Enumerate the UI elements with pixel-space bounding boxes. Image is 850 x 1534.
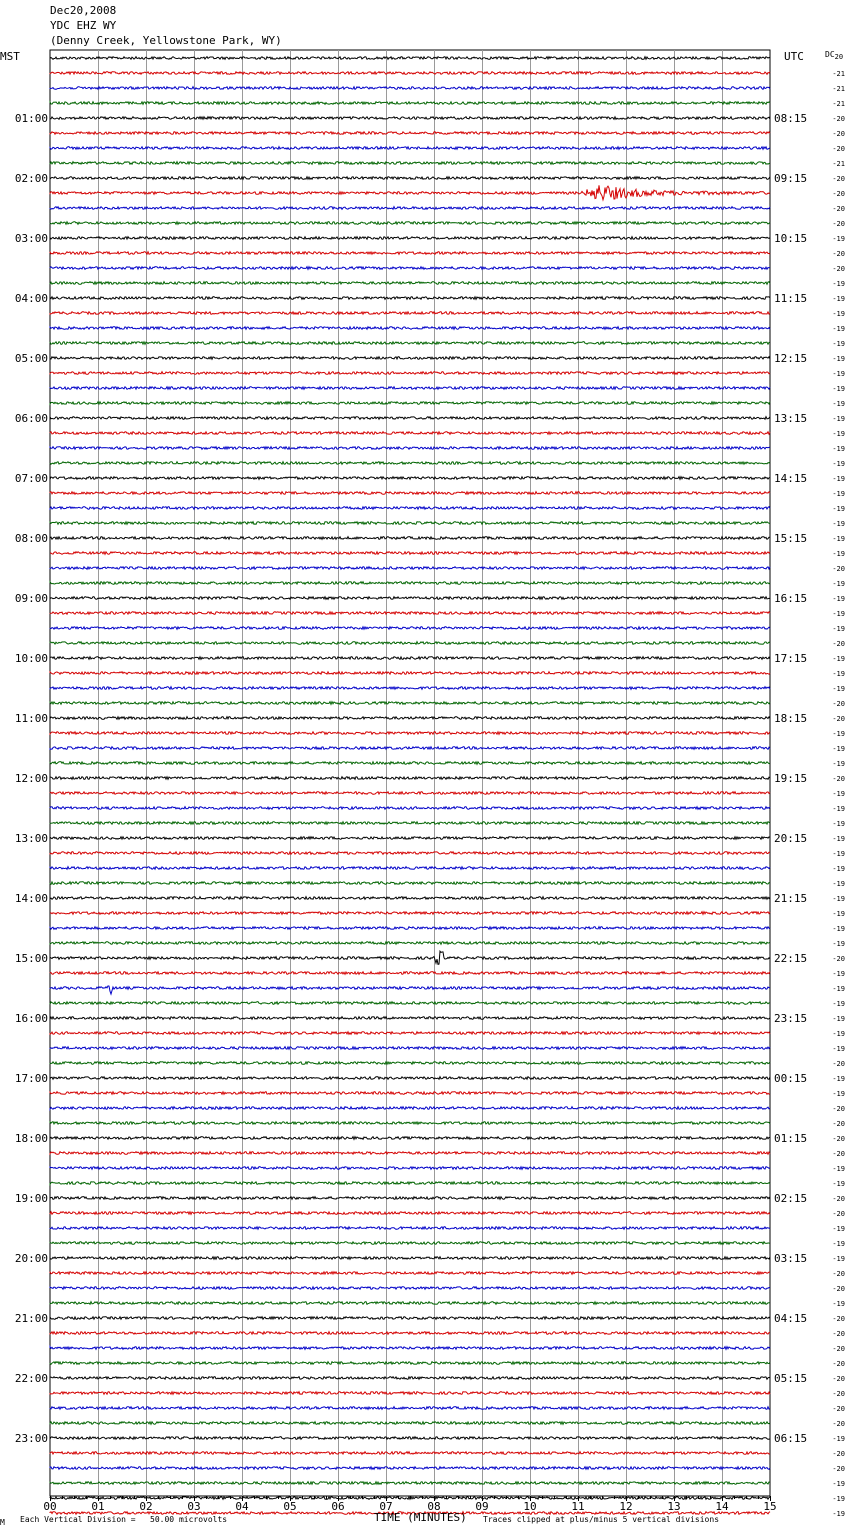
utc-label: 02:15 [774,1192,808,1205]
mst-label: 22:00 [14,1372,48,1385]
trace-row-14 [50,267,770,270]
trace-row-66 [50,1047,770,1050]
trace-row-30 [50,507,770,510]
dc-offset: -19 [832,520,845,528]
trace-row-22 [50,387,770,390]
x-tick-label: 00 [43,1500,57,1513]
trace-row-4 [50,117,770,120]
utc-label: 17:15 [774,652,808,665]
utc-label: 05:15 [774,1372,808,1385]
utc-label: 13:15 [774,412,808,425]
trace-row-48 [50,777,770,780]
dc-offset: -21 [832,160,845,168]
dc-offset: -19 [832,1510,845,1518]
dc-offset: -19 [832,730,845,738]
utc-label: 12:15 [774,352,808,365]
station-location: (Denny Creek, Yellowstone Park, WY) [50,34,282,47]
x-tick-label: 05 [283,1500,297,1513]
dc-offset: -19 [832,925,845,933]
trace-row-64 [50,1017,770,1020]
dc-offset: -19 [832,790,845,798]
dc-offset: -19 [832,880,845,888]
mst-label: 02:00 [14,172,48,185]
dc-offset: -19 [832,295,845,303]
dc-offset: -20 [832,205,845,213]
trace-row-1 [50,72,770,75]
left-axis-title: MST [0,50,20,63]
dc-offset: -19 [832,1045,845,1053]
trace-row-62 [50,986,770,994]
scale-note: Each Vertical Division = 50.00 microvolts [20,1515,228,1524]
trace-row-49 [50,792,770,795]
trace-row-72 [50,1137,770,1140]
trace-row-38 [50,627,770,630]
mst-label: 17:00 [14,1072,48,1085]
trace-row-21 [50,372,770,375]
dc-offset: -19 [832,580,845,588]
trace-row-46 [50,747,770,750]
x-tick-label: 03 [187,1500,201,1513]
trace-row-89 [50,1392,770,1395]
trace-row-19 [50,342,770,345]
mst-label: 18:00 [14,1132,48,1145]
utc-label: 10:15 [774,232,808,245]
trace-row-37 [50,612,770,615]
station-code: YDC EHZ WY [50,19,117,32]
dc-offset: -19 [832,835,845,843]
dc-offset: -20 [832,145,845,153]
mst-label: 19:00 [14,1192,48,1205]
dc-offset: -20 [832,1315,845,1323]
dc-offset: -19 [832,745,845,753]
trace-row-6 [50,147,770,150]
dc-offset: -19 [832,670,845,678]
trace-row-23 [50,402,770,405]
trace-row-29 [50,492,770,495]
dc-offset: -19 [832,895,845,903]
utc-label: 18:15 [774,712,808,725]
trace-row-68 [50,1077,770,1080]
dc-offset: -21 [832,100,845,108]
x-tick-label: 08 [427,1500,441,1513]
x-tick-label: 06 [331,1500,345,1513]
trace-row-32 [50,537,770,540]
mst-label: 21:00 [14,1312,48,1325]
trace-row-95 [50,1482,770,1485]
trace-row-3 [50,102,770,105]
clip-note: Traces clipped at plus/minus 5 vertical divisions [483,1515,720,1524]
x-tick-label: 09 [475,1500,489,1513]
dc-offset: -20 [832,265,845,273]
trace-row-74 [50,1167,770,1170]
dc-offset: -19 [832,1225,845,1233]
trace-row-13 [50,252,770,255]
dc-offset: -19 [832,910,845,918]
trace-row-58 [50,927,770,930]
dc-offset: -19 [832,415,845,423]
dc-offset: -19 [832,1435,845,1443]
x-tick-label: 10 [523,1500,537,1513]
dc-offset: -20 [832,1105,845,1113]
dc-offset: -20 [832,1060,845,1068]
dc-offset: -20 [832,1210,845,1218]
trace-row-16 [50,297,770,300]
trace-row-26 [50,447,770,450]
dc-offset: -20 [832,1405,845,1413]
x-tick-label: 15 [763,1500,777,1513]
mst-label: 23:00 [14,1432,48,1445]
utc-label: 11:15 [774,292,808,305]
dc-offset: -19 [832,1000,845,1008]
trace-row-39 [50,642,770,645]
mst-label: 05:00 [14,352,48,365]
dc-offset: -20 [832,1330,845,1338]
trace-row-31 [50,522,770,525]
trace-row-60 [50,951,770,964]
dc-offset: -20 [832,130,845,138]
mst-label: 07:00 [14,472,48,485]
trace-row-57 [50,912,770,915]
dc-offset: -19 [832,1480,845,1488]
dc-offset: -19 [832,850,845,858]
trace-row-90 [50,1407,770,1410]
dc-offset: -19 [832,490,845,498]
dc-offset: -19 [832,340,845,348]
dc-offset: -19 [832,280,845,288]
trace-row-11 [50,222,770,225]
x-tick-label: 14 [715,1500,729,1513]
x-axis-label: TIME (MINUTES) [374,1511,467,1524]
trace-row-17 [50,312,770,315]
dc-offset: -19 [832,370,845,378]
dc-offset: -19 [832,325,845,333]
trace-row-59 [50,942,770,945]
dc-offset: -20 [832,1195,845,1203]
trace-row-76 [50,1197,770,1200]
utc-label: 00:15 [774,1072,808,1085]
trace-row-77 [50,1212,770,1215]
trace-row-71 [50,1122,770,1125]
dc-offset: -19 [832,310,845,318]
trace-row-81 [50,1272,770,1275]
utc-label: 08:15 [774,112,808,125]
trace-row-84 [50,1317,770,1320]
dc-offset: -19 [832,655,845,663]
x-tick-label: 02 [139,1500,153,1513]
trace-row-9 [50,185,770,200]
dc-offset: -20 [832,190,845,198]
trace-row-45 [50,732,770,735]
trace-row-70 [50,1107,770,1110]
x-tick-label: 13 [667,1500,681,1513]
dc-offset: -20 [832,115,845,123]
dc-offset: -19 [832,820,845,828]
dc-offset: -20 [832,1360,845,1368]
trace-row-2 [50,87,770,90]
dc-offset: -19 [832,400,845,408]
utc-label: 19:15 [774,772,808,785]
utc-label: 23:15 [774,1012,808,1025]
mst-label: 08:00 [14,532,48,545]
utc-label: 22:15 [774,952,808,965]
trace-row-91 [50,1422,770,1425]
trace-row-44 [50,717,770,720]
trace-row-73 [50,1152,770,1155]
dc-offset: -19 [832,685,845,693]
trace-row-34 [50,567,770,570]
dc-offset: -19 [832,760,845,768]
trace-row-82 [50,1287,770,1290]
trace-row-15 [50,282,770,285]
trace-row-20 [50,357,770,360]
dc-offset: -19 [832,385,845,393]
trace-row-52 [50,837,770,840]
mst-label: 14:00 [14,892,48,905]
trace-row-86 [50,1347,770,1350]
mst-label: 10:00 [14,652,48,665]
dc-offset: -20 [832,220,845,228]
dc-offset: -20 [832,775,845,783]
utc-label: 16:15 [774,592,808,605]
dc-offset: -19 [832,505,845,513]
trace-row-65 [50,1032,770,1035]
trace-row-85 [50,1332,770,1335]
dc-offset: -19 [832,610,845,618]
trace-row-43 [50,702,770,705]
mst-label: 12:00 [14,772,48,785]
dc-offset: -20 [832,1150,845,1158]
mst-label: 06:00 [14,412,48,425]
dc-offset: -20 [832,1120,845,1128]
trace-row-50 [50,807,770,810]
dc-offset: -19 [832,1090,845,1098]
trace-row-80 [50,1257,770,1260]
dc-offset: -20 [832,1390,845,1398]
trace-row-33 [50,552,770,555]
trace-row-75 [50,1182,770,1185]
trace-row-40 [50,657,770,660]
trace-row-7 [50,162,770,165]
utc-label: 21:15 [774,892,808,905]
dc-offset: -19 [832,535,845,543]
trace-row-92 [50,1437,770,1440]
dc-offset: -19 [832,235,845,243]
trace-row-41 [50,672,770,675]
trace-row-47 [50,762,770,765]
trace-row-53 [50,852,770,855]
trace-row-55 [50,882,770,885]
trace-row-61 [50,972,770,975]
dc-offset: -19 [832,475,845,483]
dc-offset: -19 [832,970,845,978]
trace-row-35 [50,582,770,585]
utc-label: 01:15 [774,1132,808,1145]
trace-row-63 [50,1002,770,1005]
trace-row-24 [50,417,770,420]
trace-row-78 [50,1227,770,1230]
dc-offset: -20 [832,1135,845,1143]
dc-offset: -20 [832,1270,845,1278]
utc-label: 06:15 [774,1432,808,1445]
mst-label: 15:00 [14,952,48,965]
dc-offset: -19 [832,940,845,948]
dc-offset: -20 [832,565,845,573]
dc-offset: -19 [832,1255,845,1263]
utc-label: 20:15 [774,832,808,845]
dc-offset: -20 [832,175,845,183]
dc-offset: -20 [832,1420,845,1428]
dc-offset: -19 [832,1180,845,1188]
trace-row-69 [50,1092,770,1095]
mst-label: 16:00 [14,1012,48,1025]
trace-row-42 [50,687,770,690]
trace-row-8 [50,177,770,180]
trace-row-5 [50,132,770,135]
dc-offset: -19 [832,550,845,558]
dc-offset: -19 [832,430,845,438]
dc-label: DC [825,50,835,59]
trace-row-93 [50,1452,770,1455]
trace-row-54 [50,867,770,870]
trace-row-94 [50,1467,770,1470]
dc-offset: -19 [832,1015,845,1023]
trace-row-87 [50,1362,770,1365]
dc-offset: -19 [832,1165,845,1173]
dc-offset: -19 [832,1075,845,1083]
dc-offset: -19 [832,1495,845,1503]
trace-row-27 [50,462,770,465]
dc-offset: -20 [832,955,845,963]
x-tick-label: 11 [571,1500,585,1513]
dc-offset: -19 [832,625,845,633]
dc-offset: -19 [832,1030,845,1038]
x-tick-label: 07 [379,1500,393,1513]
trace-row-79 [50,1242,770,1245]
dc-offset: -21 [832,85,845,93]
dc-offset: -20 [832,700,845,708]
dc-offset: -19 [832,805,845,813]
corner-mark: M [0,1518,5,1527]
utc-label: 09:15 [774,172,808,185]
utc-label: 15:15 [774,532,808,545]
mst-label: 04:00 [14,292,48,305]
dc-offset: -20 [832,1375,845,1383]
trace-row-12 [50,237,770,240]
dc-offset: -20 [832,1285,845,1293]
x-tick-label: 01 [91,1500,105,1513]
trace-row-0 [50,57,770,60]
mst-label: 03:00 [14,232,48,245]
x-tick-label: 12 [619,1500,633,1513]
dc-offset: -19 [832,985,845,993]
trace-row-28 [50,477,770,480]
dc-offset: -20 [832,1465,845,1473]
mst-label: 20:00 [14,1252,48,1265]
dc-offset: -20 [832,715,845,723]
trace-row-18 [50,327,770,330]
trace-row-67 [50,1062,770,1065]
utc-label: 03:15 [774,1252,808,1265]
trace-row-83 [50,1302,770,1305]
trace-row-51 [50,822,770,825]
mst-label: 13:00 [14,832,48,845]
x-tick-label: 04 [235,1500,249,1513]
trace-row-36 [50,597,770,600]
dc-offset: -19 [832,460,845,468]
trace-row-25 [50,432,770,435]
plot-frame [50,50,770,1496]
dc-offset: -19 [832,1240,845,1248]
dc-first-value: 20 [834,53,844,61]
dc-offset: -19 [832,865,845,873]
dc-offset: -20 [832,640,845,648]
trace-row-10 [50,207,770,210]
dc-offset: -19 [832,1300,845,1308]
plot-date: Dec20,2008 [50,4,117,17]
mst-label: 01:00 [14,112,48,125]
utc-label: 14:15 [774,472,808,485]
dc-offset: -19 [832,445,845,453]
dc-offset: -21 [832,70,845,78]
mst-label: 11:00 [14,712,48,725]
dc-offset: -19 [832,595,845,603]
dc-offset: -20 [832,250,845,258]
dc-offset: -20 [832,1450,845,1458]
right-axis-title: UTC [784,50,804,63]
dc-offset: -20 [832,1345,845,1353]
trace-row-88 [50,1377,770,1380]
mst-label: 09:00 [14,592,48,605]
trace-row-56 [50,897,770,900]
utc-label: 04:15 [774,1312,808,1325]
dc-offset: -19 [832,355,845,363]
